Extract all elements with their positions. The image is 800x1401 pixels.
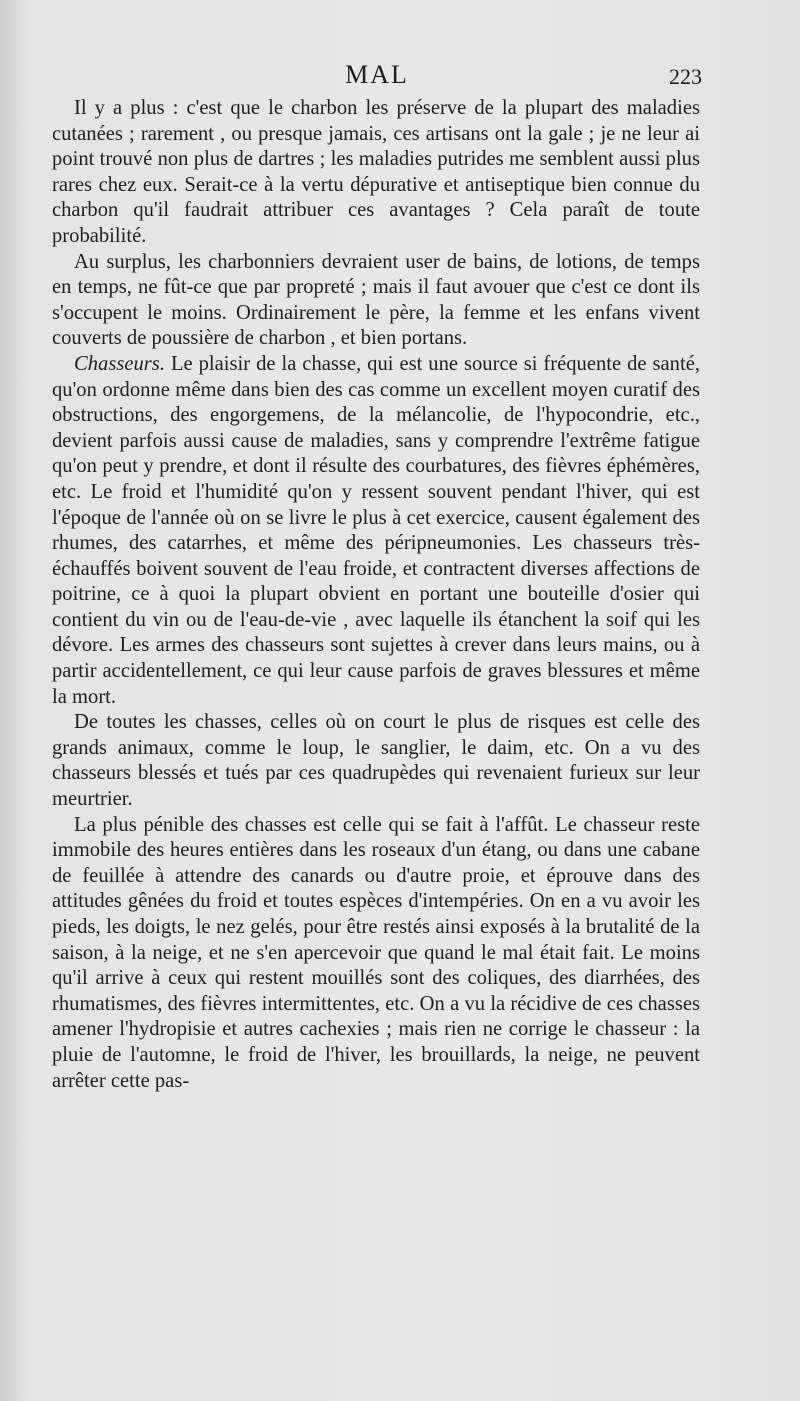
section-lead: Chasseurs. <box>74 352 165 375</box>
paragraph <box>52 250 700 352</box>
paragraph-text: Il y a plus : c'est que le charbon les préserve de la plupart des maladies cutanées ; rarement , ou presque jamais, ces artisans ont la gale ; je ne leur ai point trouvé non plus de dartres ; les maladies putrides me semblent aussi plus rares chez eux. Serait-ce à la vertu dépurative et antiseptique bien connue du charbon qu'il faudrait attribuer ces avantages ? Cela paraît de toute probabilité. <box>52 97 700 247</box>
page-header <box>52 60 702 96</box>
body-text <box>52 96 700 1094</box>
paragraph <box>52 813 700 1095</box>
page-number: 223 <box>669 64 702 89</box>
paragraph-text: La plus pénible des chasses est celle qui se fait à l'affût. Le chasseur reste immobile des heures entières dans les roseaux d'un étang, ou dans une cabane de feuillée à attendre des canards ou d'autre proie, et éprouve dans des attitudes gênées du froid et toutes espèces d'intempéries. On en a vu avoir les pieds, les doigts, le nez gelés, pour être restés ainsi exposés à la brutalité de la saison, à la neige, et ne s'en apercevoir que quand le mal était fait. Le moins qu'il arrive à ceux qui restent mouillés sont des coliques, des diarrhées, des rhumatismes, des fièvres intermittentes, etc. On a vu la récidive de ces chasses amener l'hydropisie et autres cachexies ; mais rien ne corrige le chasseur : la pluie de l'automne, le froid de l'hiver, les brouillards, la neige, ne peuvent arrêter cette pas- <box>52 813 700 1092</box>
paragraph-text: Au surplus, les charbonniers devraient user de bains, de lotions, de temps en temps, ne fût-ce que par propreté ; mais il faut avouer que c'est ce dont ils s'occupent le moins. Ordinairement le père, la femme et les enfans vivent couverts de poussière de charbon , et bien portans. <box>52 250 700 350</box>
paragraph <box>52 352 700 710</box>
paragraph-text: Le plaisir de la chasse, qui est une source si fréquente de santé, qu'on ordonne même dans bien des cas comme un excellent moyen curatif des obstructions, des engorgemens, de la mélancolie, de l'hypocondrie, etc., devient parfois aussi cause de maladies, sans y comprendre l'extrême fatigue qu'on peut y prendre, et dont il résulte des courbatures, des fièvres éphémères, etc. Le froid et l'humidité qu'on y ressent souvent pendant l'hiver, qui est l'époque de l'année où on se livre le plus à cet exercice, causent également des rhumes, des catarrhes, et même des péripneumonies. Les chasseurs très-échauffés boivent souvent de l'eau froide, et contractent diverses affections de poitrine, ce à quoi la plupart obvient en portant une bouteille d'osier qui contient du vin ou de l'eau-de-vie , avec laquelle ils étanchent la soif qui les dévore. Les armes des chasseurs sont sujettes à crever dans leurs mains, ou à partir accidentellement, ce qui leur cause parfois de graves blessures et même la mort. <box>52 352 700 708</box>
paragraph <box>52 96 700 250</box>
running-head: MAL <box>345 60 409 89</box>
paragraph-text: De toutes les chasses, celles où on court le plus de risques est celle des grands animaux, comme le loup, le sanglier, le daim, etc. On a vu des chasseurs blessés et tués par ces quadrupèdes qui revenaient furieux sur leur meurtrier. <box>52 711 700 811</box>
paragraph <box>52 710 700 812</box>
